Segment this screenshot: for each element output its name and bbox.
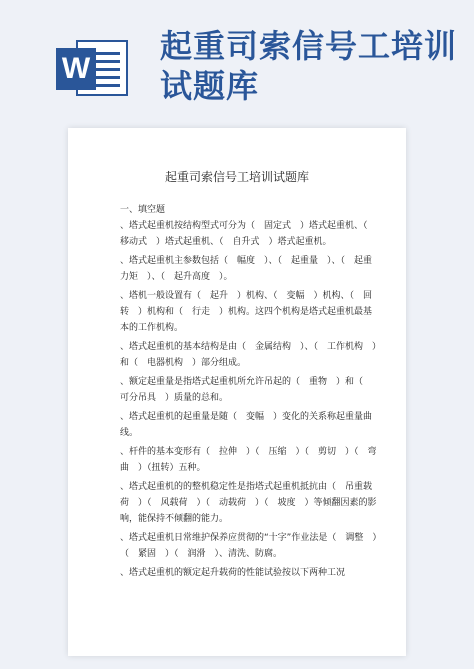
question-item: 、塔式起重机按结构型式可分为（ 固定式 ）塔式起重机、（ 移动式 ）塔式起重机、（ 自升式 ）塔式起重机。 [120,221,377,247]
question-item: 、额定起重量是指塔式起重机所允许吊起的（ 重物 ）和（ 可分吊具 ）质量的总和。 [120,377,373,403]
question-list [120,218,380,584]
document-page [68,128,406,656]
question-item: 、塔式起重机的基本结构是由（ 金属结构 ）、（ 工作机构 ）和（ 电器机构 ）部分组成。 [120,342,377,368]
word-logo-letter: W [56,48,96,90]
question-item: 、塔式起重机主参数包括（ 幅度 ）、（ 起重量 ）、（ 起重力矩 ）、（ 起升高度 ）。 [120,256,373,282]
banner-title: 起重司索信号工培训试题库 [160,27,458,105]
question-item: 、塔式起重机的的整机稳定性是指塔式起重机抵抗由（ 吊重载荷 ）（ 风载荷 ）（ 动载荷 ）（ 坡度 ）等倾翻因素的影响，能保持不倾翻的能力。 [120,482,377,524]
word-icon [56,40,128,96]
question-item: 、杆件的基本变形有（ 拉伸 ）（ 压缩 ）（ 剪切 ）（ 弯曲 ）（扭转）五种。 [120,447,377,473]
question-item: 、塔机一般设置有（ 起升 ）机构、（ 变幅 ）机构、（ 回转 ）机构和（ 行走 ）机构。这四个机构是塔式起重机最基本的工作机构。 [120,291,373,333]
section-heading: 一、填空题 [120,205,166,215]
header-banner [0,0,474,112]
question-item: 、塔式起重机的起重量是随（ 变幅 ）变化的关系称起重量曲线。 [120,412,373,438]
question-item: 、塔式起重机日常维护保养应贯彻的“十字”作业法是（ 调整 ）（ 紧固 ）（ 润滑 ）、清洗、防腐。 [120,533,377,559]
question-item: 、塔式起重机的额定起升载荷的性能试验按以下两种工况 [120,568,346,578]
document-title: 起重司索信号工培训试题库 [164,170,309,184]
